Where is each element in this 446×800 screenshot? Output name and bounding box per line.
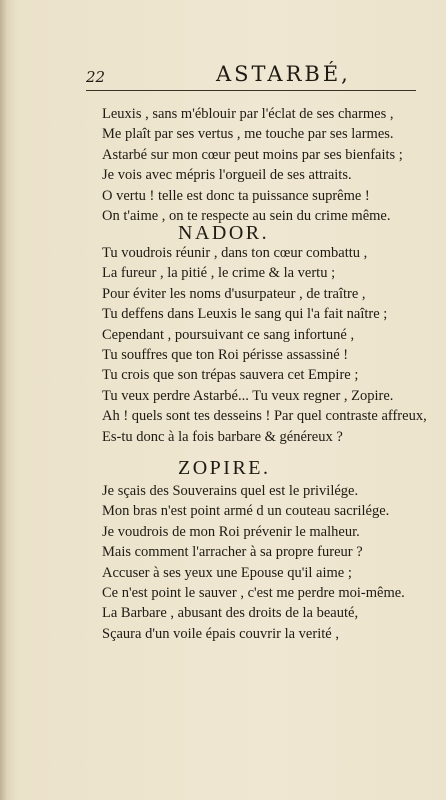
speaker-name-zopire: ZOPIRE. <box>178 457 271 479</box>
verse-line: Tu voudrois réunir , dans ton cœur combattu , <box>102 245 368 261</box>
verse-line: Je vois avec mépris l'orgueil de ses attraits. <box>102 167 352 184</box>
verse-line: Pour éviter les noms d'usurpateur , de traître , <box>102 285 366 302</box>
running-title: ASTARBÉ, <box>216 62 351 86</box>
header-rule <box>86 90 416 91</box>
speaker-name-nador: NADOR. <box>178 222 270 244</box>
verse-line: Cependant , poursuivant ce sang infortuné , <box>102 326 355 343</box>
verse-line: Leuxis , sans m'éblouir par l'éclat de ses charmes , <box>102 106 394 122</box>
verse-line: La fureur , la pitié , le crime & la vertu ; <box>102 265 336 282</box>
verse-line: Me plaît par ses vertus , me touche par ses larmes. <box>102 126 394 143</box>
verse-block-nador <box>102 243 432 447</box>
verse-line: Es-tu donc à la fois barbare & généreux ? <box>102 428 343 445</box>
verse-line: Mon bras n'est point armé d un couteau sacrilége. <box>102 503 390 520</box>
verse-line: O vertu ! telle est donc ta puissance suprême ! <box>102 187 370 204</box>
verse-line: Tu veux perdre Astarbé... Tu veux regner , Zopire. <box>102 387 394 404</box>
verse-line: Ce n'est point le sauver , c'est me perdre moi-même. <box>102 584 405 601</box>
verse-line: Astarbé sur mon cœur peut moins par ses bienfaits ; <box>102 146 403 163</box>
verse-line: Accuser à ses yeux une Epouse qu'il aime ; <box>102 564 352 581</box>
page-header <box>86 62 416 88</box>
page-number: 22 <box>86 68 106 86</box>
verse-block-astarbe-continued <box>102 104 432 226</box>
verse-line: La Barbare , abusant des droits de la beauté, <box>102 605 359 622</box>
verse-line: Tu souffres que ton Roi périsse assassiné ! <box>102 346 349 363</box>
verse-line: Mais comment l'arracher à sa propre fureur ? <box>102 544 363 561</box>
verse-line: Je voudrois de mon Roi prévenir le malheur. <box>102 523 360 540</box>
verse-line: Tu crois que son trépas sauvera cet Empire ; <box>102 367 359 384</box>
verse-line: Je sçais des Souverains quel est le privilége. <box>102 483 359 499</box>
verse-line: On t'aime , on te respecte au sein du crime même. <box>102 207 391 224</box>
verse-line: Sçaura d'un voile épais couvrir la verité , <box>102 625 339 642</box>
verse-line: Ah ! quels sont tes desseins ! Par quel contraste affreux, <box>102 408 427 425</box>
page-gutter <box>0 0 8 800</box>
verse-block-zopire <box>102 481 432 644</box>
verse-line: Tu deffens dans Leuxis le sang qui l'a fait naître ; <box>102 306 388 323</box>
